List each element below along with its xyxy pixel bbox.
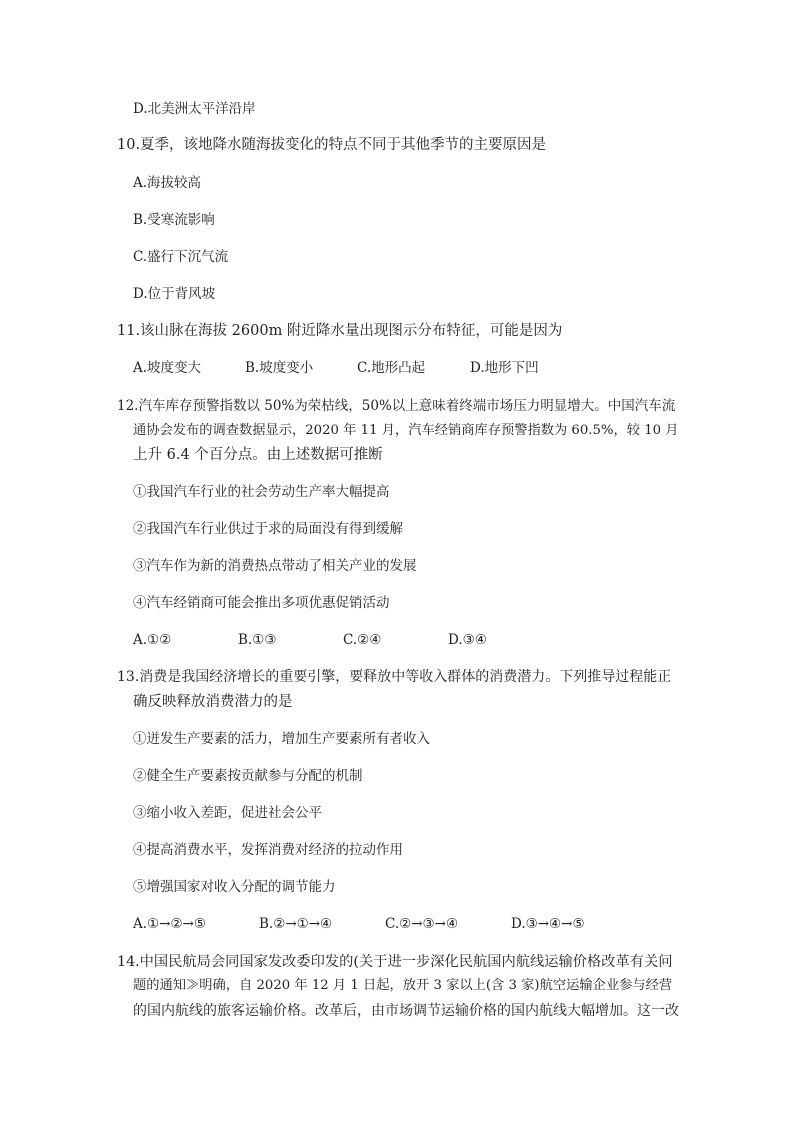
q13-option-a: A.①→②→⑤ [133,916,206,932]
q12-option-c: C.②④ [343,632,382,648]
q13-option-c: C.②→③→④ [385,916,459,932]
q13-statement-4: ④提高消费水平，发挥消费对经济的拉动作用 [133,842,403,858]
q14-stem-line-2: 题的通知≫明确，自 2020 年 12 月 1 日起，放开 3 家以上(含 3 家)航空运输企业参与经营 [133,978,673,993]
q12-option-b: B.①③ [238,632,277,648]
q10-stem: 10.夏季，该地降水随海拔变化的特点不同于其他季节的主要原因是 [117,137,547,153]
q12-statement-4: ④汽车经销商可能会推出多项优惠促销活动 [133,595,390,611]
q9-option-d: D.北美洲太平洋沿岸 [133,101,256,117]
q13-stem-line-1: 13.消费是我国经济增长的重要引擎，要释放中等收入群体的消费潜力。下列推导过程能正 [117,669,672,685]
q13-statement-3: ③缩小收入差距，促进社会公平 [133,805,322,821]
q11-stem: 11.该山脉在海拔 2600m 附近降水量出现图示分布特征，可能是因为 [117,323,563,339]
q11-option-d: D.地形下凹 [470,360,539,376]
q13-options [133,915,693,933]
q14-stem-line-1: 14.中国民航局会同国家发改委印发的(关于进一步深化民航国内航线运输价格改革有关问 [117,954,673,970]
q13-statement-1: ①迸发生产要素的活力，增加生产要素所有者收入 [133,731,430,747]
q12-statement-1: ①我国汽车行业的社会劳动生产率大幅提高 [133,484,390,500]
q12-option-a: A.①② [133,632,172,648]
q13-statement-2: ②健全生产要素按贡献参与分配的机制 [133,768,363,784]
q12-stem-line-2: 通协会发布的调查数据显示，2020 年 11 月，汽车经销商库存预警指数为 60.5%，较 10 月 [133,423,679,438]
q11-option-a: A.坡度变大 [133,360,202,376]
q10-option-b: B.受寒流影响 [133,212,215,228]
q12-statement-3: ③汽车作为新的消费热点带动了相关产业的发展 [133,558,417,574]
q13-stem-line-2: 确反映释放消费潜力的是 [133,694,293,710]
q10-option-a: A.海拔较高 [133,175,202,191]
q13-statement-5: ⑤增强国家对收入分配的调节能力 [133,879,336,895]
q10-option-c: C.盛行下沉气流 [133,249,229,265]
q12-stem-line-1: 12.汽车库存预警指数以 50%为荣枯线，50%以上意味着终端市场压力明显增大。中国汽车流 [117,398,676,414]
q12-options [133,631,693,649]
q13-option-d: D.③→④→⑤ [511,916,585,932]
q12-stem-line-3: 上升 6.4 个百分点。由上述数据可推断 [133,447,383,463]
q11-option-c: C.地形凸起 [357,360,426,376]
q10-option-d: D.位于背风坡 [133,286,216,302]
q11-option-b: B.坡度变小 [245,360,314,376]
q12-option-d: D.③④ [448,632,487,648]
q13-option-b: B.②→①→④ [259,916,333,932]
q14-stem-line-3: 的国内航线的旅客运输价格。改革后，由市场调节运输价格的国内航线大幅增加。这一改 [133,1003,679,1019]
q12-statement-2: ②我国汽车行业供过于求的局面没有得到缓解 [133,521,403,537]
q11-options [133,359,693,377]
